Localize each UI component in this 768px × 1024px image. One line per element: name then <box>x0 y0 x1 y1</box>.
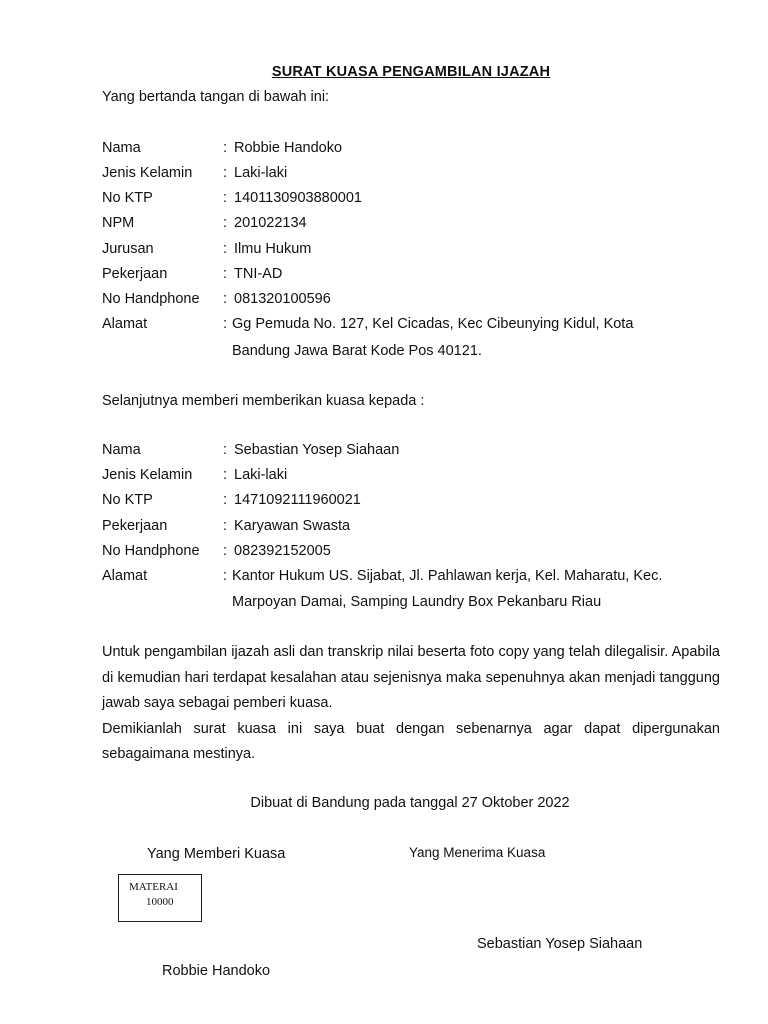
grantor-address-line2: Bandung Jawa Barat Kode Pos 40121. <box>232 343 482 359</box>
grantee-name-value: Sebastian Yosep Siahaan <box>234 442 400 458</box>
closing-paragraph: Demikianlah surat kuasa ini saya buat dengan sebenarnya agar dapat dipergunakan sebagaimana mestinya. <box>102 720 720 762</box>
grantee-gender-value: Laki-laki <box>234 467 288 483</box>
grantor-signature-name: Robbie Handoko <box>162 963 271 979</box>
grantor-address-label: Alamat <box>102 316 148 332</box>
transition-text: Selanjutnya memberi memberikan kuasa kepada : <box>102 393 425 409</box>
grantor-gender-value: Laki-laki <box>234 165 288 181</box>
materai-stamp <box>118 874 202 922</box>
grantor-ktp-label: No KTP <box>102 190 153 206</box>
grantee-address-line2: Marpoyan Damai, Samping Laundry Box Pekanbaru Riau <box>232 594 602 610</box>
grantor-signature-heading: Yang Memberi Kuasa <box>147 846 286 862</box>
date-line: Dibuat di Bandung pada tanggal 27 Oktober 2022 <box>250 795 570 811</box>
grantee-address-label: Alamat <box>102 568 148 584</box>
grantee-job-value: Karyawan Swasta <box>234 518 351 534</box>
grantee-phone-value: 082392152005 <box>234 543 331 559</box>
colon: : <box>223 190 228 206</box>
colon: : <box>223 518 228 534</box>
colon: : <box>223 266 228 282</box>
grantee-signature-name: Sebastian Yosep Siahaan <box>477 936 643 952</box>
grantor-npm-value: 201022134 <box>234 215 307 231</box>
grantee-address-line1: Kantor Hukum US. Sijabat, Jl. Pahlawan kerja, Kel. Maharatu, Kec. <box>232 568 663 584</box>
intro-text: Yang bertanda tangan di bawah ini: <box>102 89 330 105</box>
grantor-major-value: Ilmu Hukum <box>234 241 312 257</box>
grantor-major-label: Jurusan <box>102 241 154 257</box>
grantor-gender-label: Jenis Kelamin <box>102 165 193 181</box>
grantee-ktp-value: 1471092111960021 <box>234 492 361 508</box>
grantor-npm-label: NPM <box>102 215 135 231</box>
colon: : <box>223 165 228 181</box>
grantee-signature-heading: Yang Menerima Kuasa <box>409 845 546 860</box>
colon: : <box>223 215 228 231</box>
colon: : <box>223 543 228 559</box>
grantee-phone-label: No Handphone <box>102 543 200 559</box>
grantor-phone-value: 081320100596 <box>234 291 331 307</box>
colon: : <box>223 568 228 584</box>
grantor-job-value: TNI-AD <box>234 266 283 282</box>
colon: : <box>223 241 228 257</box>
stamp-line1: MATERAI <box>129 881 178 893</box>
grantor-phone-label: No Handphone <box>102 291 200 307</box>
colon: : <box>223 291 228 307</box>
grantor-address-line1: Gg Pemuda No. 127, Kel Cicadas, Kec Cibeunying Kidul, Kota <box>232 316 634 332</box>
purpose-paragraph: Untuk pengambilan ijazah asli dan transkrip nilai beserta foto copy yang telah dilegalisir. Apabila di kemudian hari terdapat kesalahan atau sejenisnya maka sepenuhnya akan menjadi tanggung jawab saya sebagai pemberi kuasa. <box>102 644 720 711</box>
colon: : <box>223 140 228 156</box>
body-paragraphs <box>102 640 720 768</box>
grantee-name-label: Nama <box>102 442 141 458</box>
colon: : <box>223 467 228 483</box>
document-title: SURAT KUASA PENGAMBILAN IJAZAH <box>271 64 551 80</box>
grantor-name-label: Nama <box>102 140 141 156</box>
grantor-job-label: Pekerjaan <box>102 266 168 282</box>
grantee-job-label: Pekerjaan <box>102 518 168 534</box>
grantor-ktp-value: 1401130903880001 <box>234 190 362 206</box>
grantor-name-value: Robbie Handoko <box>234 140 343 156</box>
stamp-line2: 10000 <box>146 896 174 908</box>
grantee-gender-label: Jenis Kelamin <box>102 467 193 483</box>
colon: : <box>223 492 228 508</box>
colon: : <box>223 442 228 458</box>
grantee-ktp-label: No KTP <box>102 492 153 508</box>
colon: : <box>223 316 228 332</box>
